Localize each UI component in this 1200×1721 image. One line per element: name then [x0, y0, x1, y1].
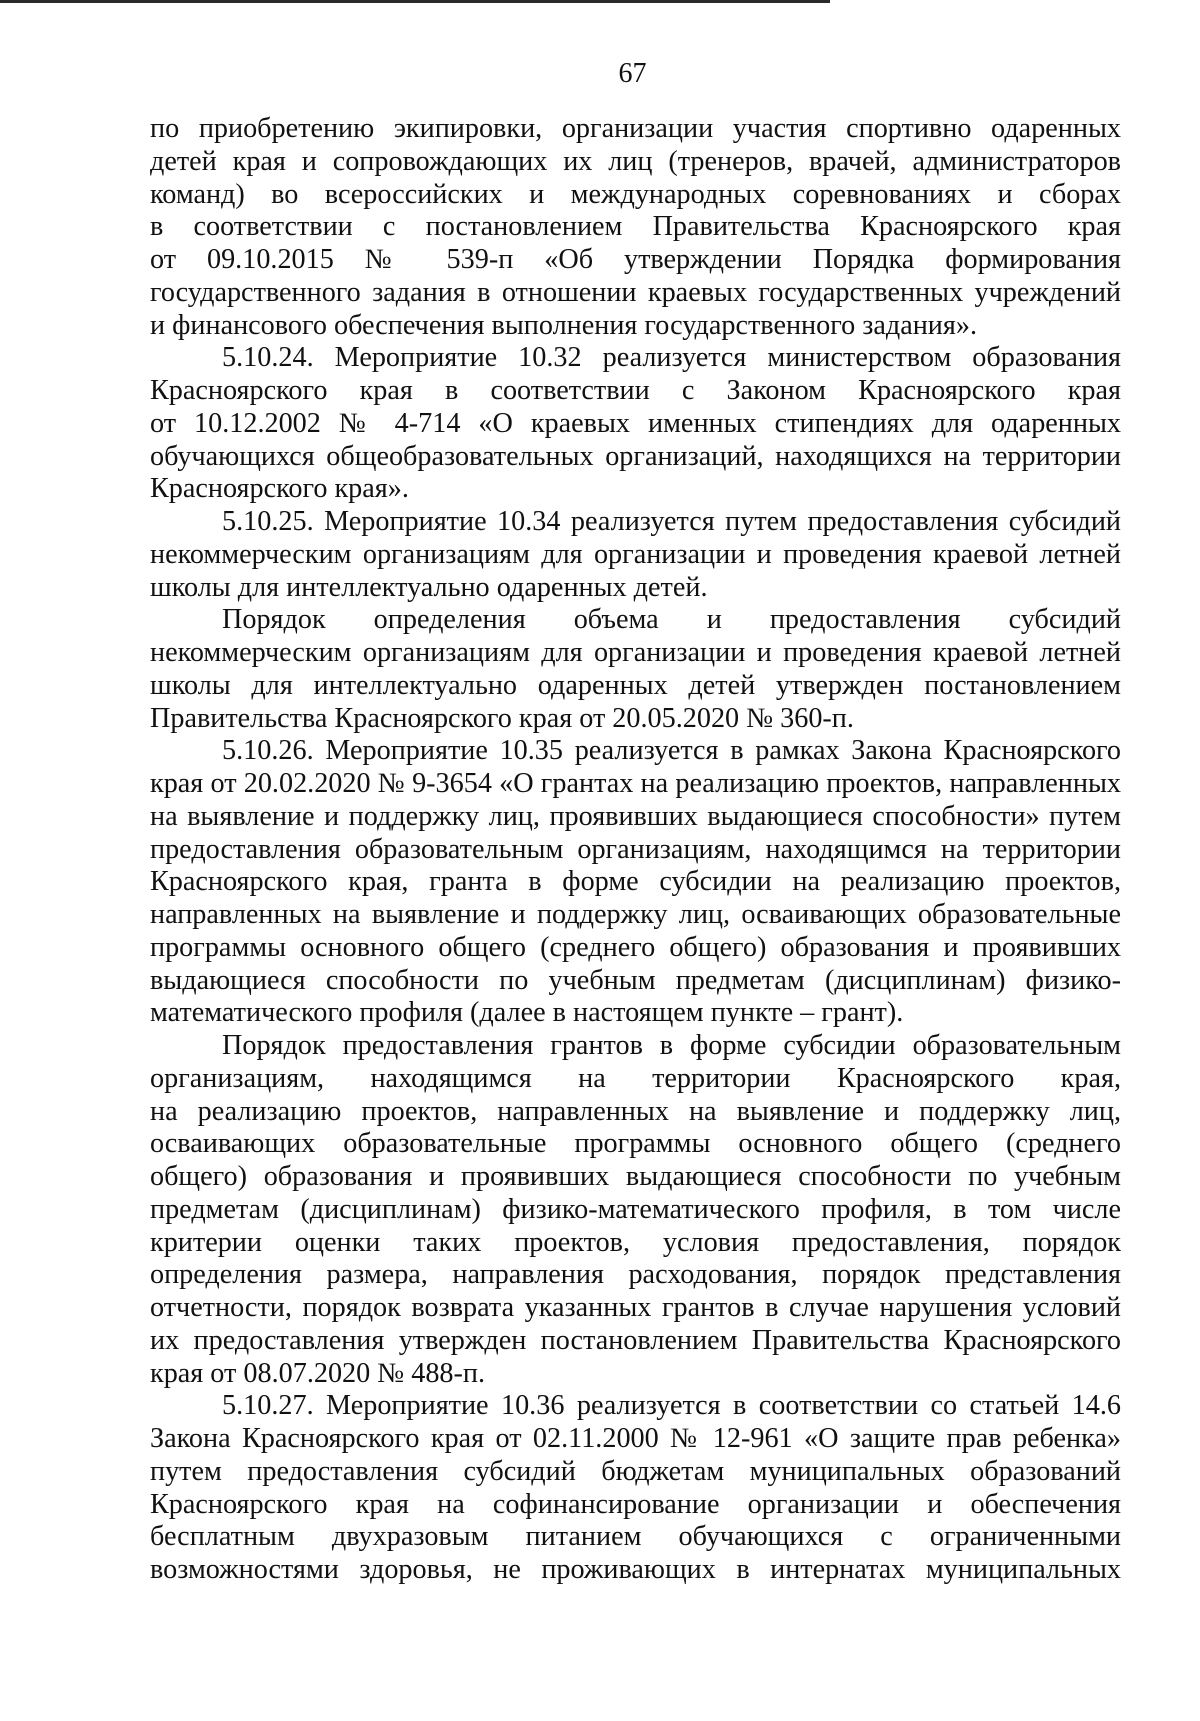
text-line: 5.10.26. Мероприятие 10.35 реализуется в рамках Закона Красноярского: [222, 735, 1121, 767]
text-line: 5.10.25. Мероприятие 10.34 реализуется путем предоставления субсидий: [222, 506, 1121, 537]
text-line: края от 20.02.2020 № 9-3654 «О грантах на реализацию проектов, направленных: [150, 768, 1121, 799]
text-line: их предоставления утвержден постановлением Правительства Красноярского: [150, 1324, 1121, 1356]
text-line: Красноярского края».: [150, 473, 409, 505]
text-line: Порядок предоставления грантов в форме субсидии образовательным: [222, 1030, 1121, 1061]
text-line: Красноярского края, гранта в форме субсидии на реализацию проектов,: [150, 866, 1121, 898]
text-line: отчетности, порядок возврата указанных грантов в случае нарушения условий: [150, 1292, 1121, 1323]
text-line: организациям, находящимся на территории Красноярского края,: [150, 1062, 1121, 1094]
text-line: 5.10.24. Мероприятие 10.32 реализуется министерством образования: [222, 342, 1121, 374]
paragraph: [150, 342, 1121, 506]
text-line: по приобретению экипировки, организации участия спортивно одаренных: [150, 113, 1121, 144]
text-line: государственного задания в отношении краевых государственных учреждений: [150, 276, 1121, 308]
text-line: обучающихся общеобразовательных организаций, находящихся на территории: [150, 440, 1121, 472]
text-line: общего) образования и проявивших выдающиеся способности по учебным: [150, 1161, 1121, 1192]
text-line: 5.10.27. Мероприятие 10.36 реализуется в соответствии со статьей 14.6: [222, 1390, 1121, 1422]
text-line: осваивающих образовательные программы основного общего (среднего: [150, 1128, 1121, 1160]
text-line: бесплатным двухразовым питанием обучающихся с ограниченными: [150, 1521, 1121, 1553]
text-line: школы для интеллектуально одаренных детей утвержден постановлением: [150, 669, 1121, 701]
text-line: края от 08.07.2020 № 488-п.: [150, 1357, 486, 1389]
text-line: Красноярского края на софинансирование организации и обеспечения: [150, 1488, 1121, 1520]
paragraph: [150, 1390, 1121, 1587]
text-line: предоставления образовательным организациям, находящимся на территории: [150, 833, 1121, 865]
text-line: возможностями здоровья, не проживающих в интернатах муниципальных: [150, 1554, 1121, 1585]
paragraph: [150, 604, 1121, 735]
text-line: некоммерческим организациям для организации и проведения краевой летней: [150, 538, 1121, 570]
text-line: от 10.12.2002 № 4-714 «О краевых именных стипендиях для одаренных: [150, 407, 1121, 439]
text-line: Закона Красноярского края от 02.11.2000 № 12-961 «О защите прав ребенка»: [150, 1423, 1121, 1454]
scan-top-edge-rule: [0, 0, 830, 3]
text-line: критерии оценки таких проектов, условия предоставления, порядок: [150, 1226, 1121, 1258]
paragraph: [150, 1030, 1121, 1390]
text-line: школы для интеллектуально одаренных детей.: [150, 571, 708, 603]
page-number: 67: [618, 58, 647, 89]
text-line: на реализацию проектов, направленных на выявление и поддержку лиц,: [150, 1095, 1121, 1127]
text-line: на выявление и поддержку лиц, проявивших выдающиеся способности» путем: [150, 800, 1121, 832]
text-line: выдающиеся способности по учебным предметам (дисциплинам) физико-: [150, 964, 1121, 996]
text-line: математического профиля (далее в настоящем пункте – грант).: [150, 997, 904, 1029]
paragraph: [150, 113, 1121, 342]
text-line: и финансового обеспечения выполнения государственного задания».: [150, 309, 978, 341]
text-line: детей края и сопровождающих их лиц (тренеров, врачей, администраторов: [150, 145, 1121, 177]
text-line: Порядок определения объема и предоставления субсидий: [222, 604, 1121, 636]
text-line: в соответствии с постановлением Правительства Красноярского края: [150, 211, 1121, 243]
paragraph: [150, 506, 1121, 604]
text-line: Красноярского края в соответствии с Законом Красноярского края: [150, 375, 1121, 406]
paragraph: [150, 735, 1121, 1030]
text-line: программы основного общего (среднего общего) образования и проявивших: [150, 931, 1121, 963]
text-line: предметам (дисциплинам) физико-математического профиля, в том числе: [150, 1193, 1121, 1225]
text-line: некоммерческим организациям для организации и проведения краевой летней: [150, 637, 1121, 668]
text-line: команд) во всероссийских и международных соревнованиях и сборах: [150, 178, 1121, 210]
text-line: направленных на выявление и поддержку лиц, осваивающих образовательные: [150, 899, 1121, 930]
text-line: Правительства Красноярского края от 20.05.2020 № 360-п.: [150, 702, 854, 734]
document-body: [150, 113, 1121, 1587]
text-line: путем предоставления субсидий бюджетам муниципальных образований: [150, 1455, 1121, 1487]
text-line: определения размера, направления расходования, порядок представления: [150, 1259, 1121, 1291]
text-line: от 09.10.2015 № 539-п «Об утверждении Порядка формирования: [150, 244, 1121, 275]
